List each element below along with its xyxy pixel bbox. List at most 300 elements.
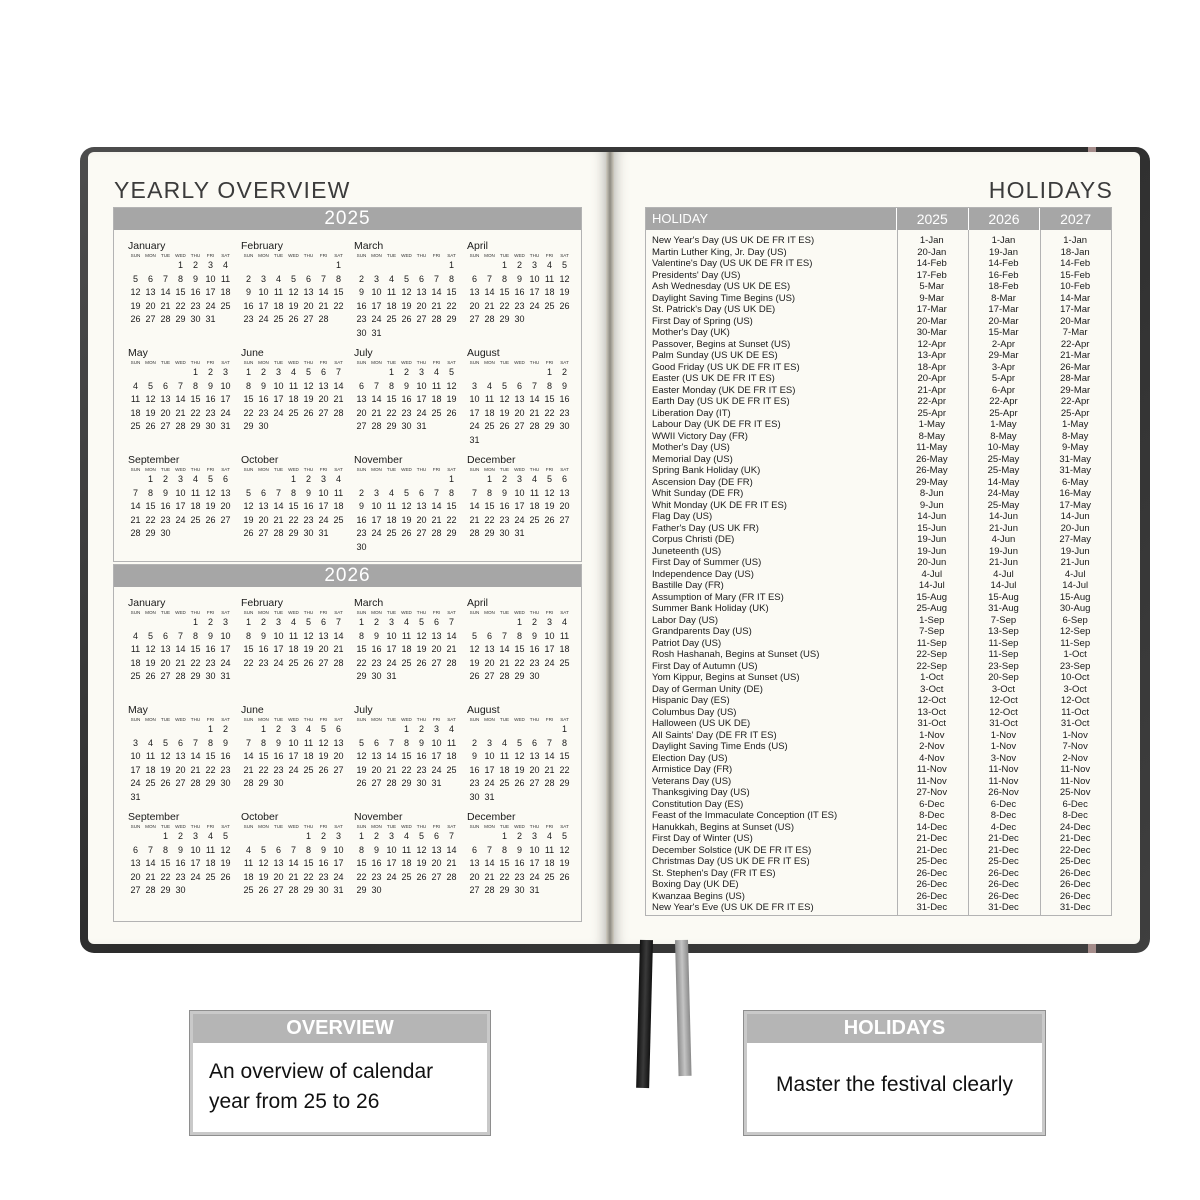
day-number: 9	[177, 844, 183, 855]
weekday-label: WED	[514, 610, 525, 615]
day-number: 5	[418, 617, 424, 627]
holiday-date-2026: 29-Mar	[988, 350, 1019, 361]
day-blank	[414, 473, 429, 487]
holiday-row	[646, 902, 1111, 914]
weekday-label: WED	[514, 360, 525, 365]
day-number: 21	[431, 300, 442, 311]
day-blank	[369, 366, 384, 380]
day-number: 22	[243, 407, 254, 418]
day-number: 16	[205, 644, 216, 655]
day-number: 17	[371, 300, 382, 311]
day-grid	[128, 616, 240, 684]
weekday-label: SUN	[243, 253, 254, 258]
month-calendar	[241, 811, 353, 921]
weekday-label: WED	[401, 360, 412, 365]
day-blank	[354, 723, 369, 737]
day-number: 24	[273, 657, 284, 668]
holiday-name: Juneteenth (US)	[652, 545, 722, 557]
day-number: 9	[192, 273, 198, 284]
day-number: 17	[175, 501, 186, 512]
holiday-row	[646, 695, 1111, 707]
holiday-row	[646, 385, 1111, 397]
year-calendar-2025	[113, 207, 582, 562]
holiday-date-2026: 21-Jun	[988, 522, 1018, 534]
day-number: 30	[416, 778, 427, 789]
holiday-date-2025: 27-Nov	[916, 787, 948, 798]
holiday-name: Martin Luther King, Jr. Day (US)	[652, 246, 787, 258]
month-calendar	[354, 597, 466, 704]
weekday-label: FRI	[545, 360, 554, 365]
day-number: 29	[386, 421, 397, 432]
weekday-label: WED	[288, 610, 299, 615]
day-blank	[369, 473, 384, 487]
day-number: 17	[258, 300, 269, 311]
weekday-label: WED	[175, 717, 186, 722]
weekday-label: THU	[190, 360, 201, 365]
weekday-label: THU	[190, 467, 201, 472]
day-number: 8	[305, 844, 311, 855]
day-number: 3	[290, 724, 296, 734]
day-number: 11	[243, 858, 254, 869]
month-name: June	[241, 347, 264, 359]
day-number: 31	[514, 528, 525, 539]
weekday-label: SAT	[221, 717, 230, 722]
weekday-label: MON	[145, 467, 156, 472]
day-number: 19	[356, 764, 367, 775]
day-number: 4	[132, 380, 138, 391]
weekday-label: THU	[190, 824, 201, 829]
day-number: 7	[546, 737, 552, 748]
weekday-label: FRI	[545, 824, 554, 829]
day-number: 18	[544, 858, 555, 869]
day-number: 13	[416, 501, 427, 512]
day-number: 8	[403, 737, 409, 748]
day-number: 11	[386, 501, 397, 512]
day-number: 13	[416, 287, 427, 298]
day-number: 27	[431, 657, 442, 668]
weekday-label: THU	[529, 610, 540, 615]
day-number: 27	[514, 421, 525, 432]
holiday-date-2025: 26-Dec	[916, 890, 948, 902]
holiday-name: December Solstice (UK DE FR IT ES)	[652, 844, 812, 856]
holidays-table	[645, 207, 1112, 916]
column-divider	[1040, 230, 1041, 915]
day-number: 28	[190, 778, 201, 789]
day-number: 24	[469, 421, 480, 432]
day-number: 7	[433, 487, 439, 498]
day-number: 29	[160, 885, 171, 896]
day-number: 8	[245, 380, 251, 391]
day-number: 27	[318, 657, 329, 668]
holiday-date-2027: 23-Sep	[1059, 660, 1091, 672]
day-number: 7	[433, 273, 439, 284]
day-number: 8	[290, 487, 296, 498]
holiday-date-2025: 13-Apr	[917, 350, 947, 361]
day-blank	[241, 723, 256, 737]
day-blank	[128, 723, 143, 737]
weekday-label: WED	[514, 467, 525, 472]
day-number: 25	[220, 300, 231, 311]
holiday-date-2027: 6-Dec	[1062, 798, 1088, 810]
holiday-date-2026: 31-Oct	[989, 718, 1018, 729]
day-number: 26	[401, 314, 412, 325]
day-number: 2	[192, 260, 198, 270]
day-number: 28	[386, 778, 397, 789]
day-number: 6	[433, 831, 439, 841]
day-number: 19	[130, 300, 141, 311]
day-grid	[354, 259, 466, 341]
holiday-name: Yom Kippur, Begins at Sunset (US)	[652, 672, 800, 683]
column-divider	[968, 230, 969, 915]
day-number: 25	[190, 514, 201, 525]
holiday-date-2027: 22-Apr	[1060, 396, 1090, 407]
day-number: 29	[288, 528, 299, 539]
holiday-date-2025: 1-Jan	[919, 235, 944, 246]
day-number: 4	[561, 617, 567, 627]
holiday-date-2025: 9-Mar	[919, 292, 945, 304]
holiday-row	[646, 753, 1111, 765]
holiday-name: Good Friday (US UK DE FR IT ES)	[652, 361, 800, 373]
day-number: 6	[358, 380, 364, 391]
day-blank	[482, 259, 497, 273]
holiday-date-2027: 18-Jan	[1060, 246, 1090, 258]
holiday-name: Whit Monday (UK DE FR IT ES)	[652, 499, 787, 511]
day-number: 2	[471, 737, 477, 748]
weekday-label: WED	[401, 610, 412, 615]
day-number: 14	[175, 644, 186, 655]
weekday-label: MON	[371, 360, 382, 365]
day-number: 3	[335, 831, 341, 841]
day-number: 20	[303, 300, 314, 311]
day-number: 29	[356, 885, 367, 896]
day-number: 4	[433, 367, 439, 377]
day-number: 28	[175, 671, 186, 682]
holiday-date-2025: 2-Nov	[919, 741, 945, 752]
day-number: 21	[499, 657, 510, 668]
day-number: 15	[544, 394, 555, 405]
holiday-date-2026: 11-Nov	[988, 775, 1019, 787]
day-number: 8	[162, 844, 168, 855]
weekday-label: TUE	[386, 717, 397, 722]
weekday-label: SAT	[334, 824, 343, 829]
day-number: 8	[448, 487, 454, 498]
day-number: 6	[162, 380, 168, 391]
day-number: 10	[318, 487, 329, 498]
weekday-label: THU	[303, 717, 314, 722]
month-calendar	[467, 240, 579, 347]
day-blank	[271, 259, 286, 273]
year-bar: 2025	[114, 208, 581, 230]
holiday-date-2025: 26-Dec	[916, 879, 948, 890]
day-number: 24	[371, 314, 382, 325]
day-number: 18	[130, 657, 141, 668]
day-number: 17	[386, 644, 397, 655]
holiday-date-2026: 16-Feb	[988, 269, 1019, 281]
holiday-date-2026: 26-Nov	[988, 787, 1019, 798]
day-blank	[173, 616, 188, 630]
day-blank	[512, 366, 527, 380]
holiday-date-2026: 25-May	[987, 499, 1020, 511]
holiday-date-2025: 17-Mar	[916, 304, 947, 315]
day-number: 28	[145, 885, 156, 896]
day-number: 11	[431, 380, 442, 391]
month-calendar	[128, 704, 240, 811]
weekday-label: TUE	[386, 467, 397, 472]
day-number: 11	[544, 273, 555, 284]
holiday-row	[646, 810, 1111, 822]
weekday-label: FRI	[319, 360, 328, 365]
day-number: 11	[401, 630, 412, 641]
weekday-label: TUE	[499, 360, 510, 365]
day-number: 26	[205, 514, 216, 525]
month-calendar	[467, 454, 579, 564]
day-blank	[497, 616, 512, 630]
day-number: 10	[288, 737, 299, 748]
month-name: December	[467, 454, 516, 466]
day-number: 25	[401, 871, 412, 882]
weekday-label: SAT	[334, 467, 343, 472]
day-number: 6	[147, 273, 153, 284]
day-number: 20	[318, 394, 329, 405]
day-number: 7	[132, 487, 138, 498]
day-number: 12	[205, 487, 216, 498]
holiday-date-2026: 4-Jul	[993, 568, 1014, 580]
day-number: 4	[305, 724, 311, 734]
overview-callout	[190, 1011, 490, 1135]
day-number: 21	[243, 764, 254, 775]
day-number: 26	[145, 421, 156, 432]
day-blank	[527, 366, 542, 380]
day-number: 15	[499, 287, 510, 298]
day-number: 30	[190, 314, 201, 325]
holiday-date-2026: 21-Dec	[988, 833, 1019, 844]
day-number: 16	[401, 394, 412, 405]
day-number: 2	[403, 367, 409, 377]
day-number: 30	[514, 314, 525, 325]
weekday-label: SAT	[334, 717, 343, 722]
month-calendar	[354, 811, 466, 921]
holiday-name: Bastille Day (FR)	[652, 580, 724, 591]
day-number: 17	[220, 394, 231, 405]
day-number: 5	[147, 630, 153, 641]
weekday-label: TUE	[499, 717, 510, 722]
day-number: 15	[401, 751, 412, 762]
day-number: 24	[130, 778, 141, 789]
day-number: 17	[386, 858, 397, 869]
day-number: 23	[529, 657, 540, 668]
day-number: 15	[243, 644, 254, 655]
holiday-date-2025: 19-Jun	[917, 534, 947, 545]
day-number: 13	[431, 844, 442, 855]
day-number: 19	[514, 764, 525, 775]
holiday-date-2027: 12-Sep	[1059, 626, 1091, 637]
day-number: 5	[403, 487, 409, 498]
day-number: 20	[160, 657, 171, 668]
day-grid	[128, 723, 240, 805]
day-number: 20	[160, 407, 171, 418]
day-number: 15	[386, 394, 397, 405]
day-number: 18	[446, 751, 457, 762]
day-number: 1	[448, 474, 454, 484]
day-number: 22	[559, 764, 570, 775]
day-number: 12	[303, 630, 314, 641]
day-number: 12	[318, 737, 329, 748]
day-number: 18	[386, 514, 397, 525]
weekday-header	[467, 716, 579, 723]
weekday-header	[241, 609, 353, 616]
day-number: 19	[145, 407, 156, 418]
holiday-name: Mother's Day (UK)	[652, 327, 730, 338]
day-number: 12	[258, 858, 269, 869]
day-number: 21	[333, 394, 344, 405]
holiday-date-2025: 11-Nov	[916, 775, 947, 787]
day-number: 10	[333, 844, 344, 855]
day-number: 20	[469, 871, 480, 882]
day-number: 25	[386, 314, 397, 325]
weekday-label: SUN	[356, 717, 367, 722]
weekday-label: TUE	[273, 610, 284, 615]
weekday-label: SUN	[243, 824, 254, 829]
day-number: 17	[220, 644, 231, 655]
holiday-row	[646, 891, 1111, 903]
day-number: 6	[275, 844, 281, 855]
day-number: 24	[190, 871, 201, 882]
holidays-callout-title: HOLIDAYS	[747, 1014, 1042, 1043]
holiday-name: Passover, Begins at Sunset (US)	[652, 338, 791, 350]
day-blank	[512, 723, 527, 737]
day-number: 21	[484, 300, 495, 311]
day-number: 28	[446, 871, 457, 882]
holiday-date-2025: 9-Jun	[919, 499, 944, 511]
weekday-header	[467, 609, 579, 616]
month-calendar	[354, 704, 466, 811]
weekday-label: FRI	[432, 717, 441, 722]
day-number: 20	[371, 764, 382, 775]
day-number: 19	[243, 514, 254, 525]
day-blank	[429, 473, 444, 487]
day-number: 8	[335, 273, 341, 284]
day-number: 3	[373, 487, 379, 498]
day-number: 8	[516, 630, 522, 641]
holiday-name: Summer Bank Holiday (UK)	[652, 603, 769, 614]
day-number: 2	[207, 367, 213, 377]
holiday-name: St. Stephen's Day (FR IT ES)	[652, 867, 776, 879]
weekday-label: WED	[175, 360, 186, 365]
day-number: 14	[175, 394, 186, 405]
weekday-label: SAT	[447, 253, 456, 258]
day-number: 19	[220, 858, 231, 869]
holiday-name: All Saints' Day (DE FR IT ES)	[652, 729, 777, 741]
day-number: 18	[499, 764, 510, 775]
month-name: May	[128, 347, 148, 359]
day-number: 13	[529, 751, 540, 762]
day-number: 29	[356, 671, 367, 682]
day-number: 4	[448, 724, 454, 734]
day-number: 29	[499, 314, 510, 325]
holiday-date-2027: 14-Jun	[1060, 511, 1090, 522]
day-number: 2	[516, 831, 522, 841]
holiday-date-2025: 11-Sep	[916, 637, 947, 649]
day-number: 2	[501, 474, 507, 484]
day-number: 4	[275, 273, 281, 284]
day-number: 17	[273, 394, 284, 405]
weekday-label: THU	[303, 610, 314, 615]
day-number: 4	[290, 367, 296, 377]
day-number: 31	[469, 434, 480, 445]
day-grid	[128, 830, 240, 898]
weekday-label: SAT	[221, 253, 230, 258]
day-number: 30	[160, 528, 171, 539]
day-number: 1	[290, 474, 296, 484]
day-grid	[241, 830, 353, 898]
day-number: 16	[356, 300, 367, 311]
day-number: 15	[145, 501, 156, 512]
day-number: 29	[514, 671, 525, 682]
weekday-label: WED	[401, 717, 412, 722]
day-number: 20	[416, 514, 427, 525]
weekday-header	[128, 466, 240, 473]
day-number: 15	[356, 644, 367, 655]
day-number: 2	[358, 487, 364, 498]
day-number: 10	[371, 287, 382, 298]
holiday-row	[646, 362, 1111, 374]
day-blank	[542, 723, 557, 737]
weekday-label: TUE	[499, 253, 510, 258]
day-number: 14	[431, 501, 442, 512]
day-number: 30	[514, 885, 525, 896]
day-number: 25	[273, 314, 284, 325]
day-number: 9	[245, 287, 251, 298]
day-number: 4	[222, 260, 228, 270]
weekday-label: SUN	[356, 824, 367, 829]
day-number: 13	[333, 737, 344, 748]
day-number: 22	[499, 871, 510, 882]
weekday-label: SAT	[221, 610, 230, 615]
day-number: 20	[431, 858, 442, 869]
month-name: September	[128, 811, 180, 823]
day-number: 15	[190, 394, 201, 405]
day-number: 15	[446, 287, 457, 298]
day-number: 14	[484, 287, 495, 298]
day-number: 29	[243, 421, 254, 432]
holiday-row	[646, 247, 1111, 259]
day-number: 21	[544, 764, 555, 775]
day-number: 18	[401, 858, 412, 869]
day-number: 23	[220, 764, 231, 775]
day-number: 1	[403, 724, 409, 734]
header-2026: 2026	[968, 208, 1040, 230]
weekday-header	[128, 609, 240, 616]
day-number: 26	[220, 871, 231, 882]
day-blank	[354, 473, 369, 487]
day-blank	[143, 259, 158, 273]
weekday-header	[241, 823, 353, 830]
holiday-row	[646, 707, 1111, 719]
day-number: 28	[529, 421, 540, 432]
weekday-label: MON	[145, 360, 156, 365]
day-number: 14	[273, 501, 284, 512]
weekday-label: TUE	[386, 610, 397, 615]
day-number: 5	[320, 724, 326, 734]
day-number: 8	[388, 380, 394, 391]
day-number: 10	[514, 487, 525, 498]
holiday-date-2027: 15-Aug	[1059, 591, 1091, 603]
day-grid	[241, 723, 353, 791]
day-number: 19	[303, 644, 314, 655]
holiday-row	[646, 718, 1111, 730]
holiday-date-2026: 23-Sep	[988, 660, 1019, 672]
holiday-date-2026: 10-May	[987, 442, 1020, 453]
